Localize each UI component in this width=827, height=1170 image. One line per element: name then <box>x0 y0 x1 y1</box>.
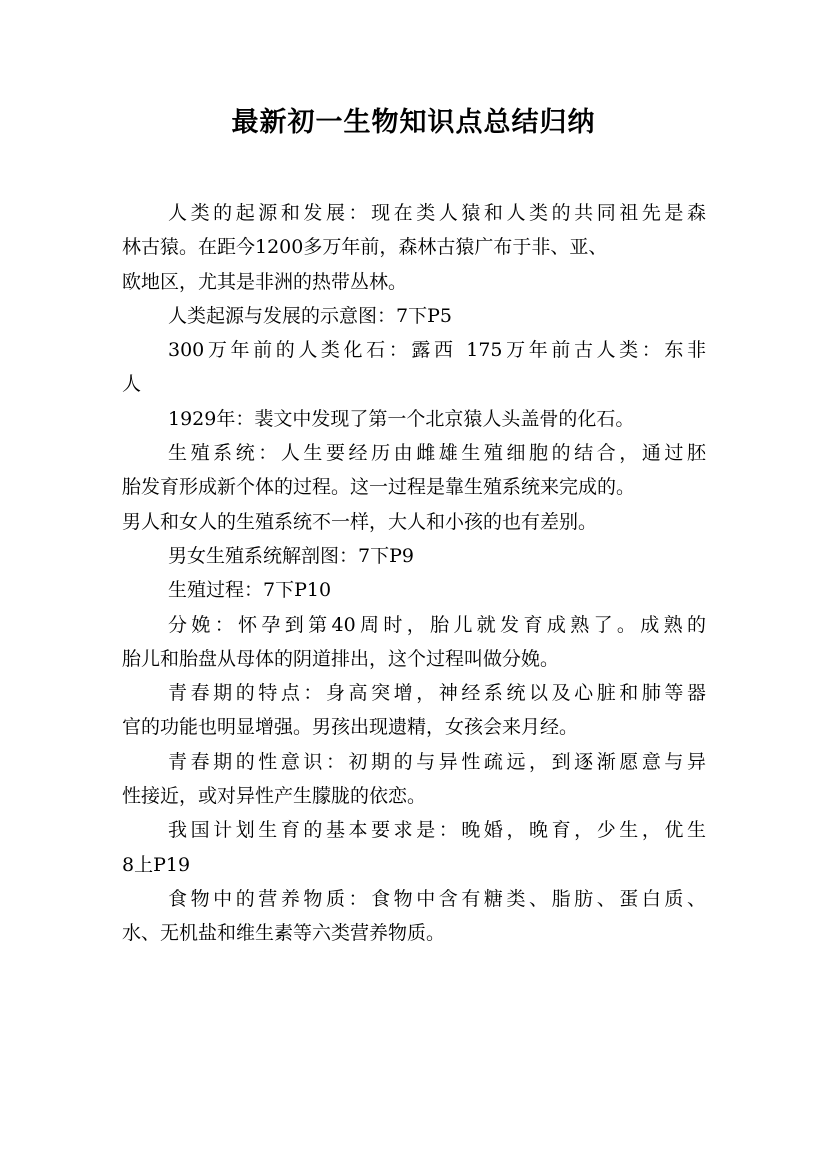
text-line <box>122 539 706 573</box>
text-line-content: 300万年前的人类化石：露西 175万年前古人类：东非 <box>168 339 706 362</box>
text-line <box>122 882 706 916</box>
text-line <box>122 745 706 779</box>
text-line-content: 林古猿。在距今1200多万年前，森林古猿广布于非、亚、 <box>122 236 608 259</box>
text-line-content: 我国计划生育的基本要求是：晚婚，晚育，少生，优生 <box>168 819 706 842</box>
text-line-content: 8上P19 <box>122 853 191 876</box>
text-line <box>122 916 706 950</box>
text-line <box>122 265 706 299</box>
text-line <box>122 779 706 813</box>
text-line-content: 男女生殖系统解剖图：7下P9 <box>168 544 414 567</box>
text-line <box>122 196 706 230</box>
text-line-content: 胎儿和胎盘从母体的阴道排出，这个过程叫做分娩。 <box>122 647 560 670</box>
document-body <box>122 196 706 951</box>
text-line <box>122 333 706 367</box>
text-line <box>122 299 706 333</box>
text-line-content: 欧地区，尤其是非洲的热带丛林。 <box>122 270 408 293</box>
text-line <box>122 676 706 710</box>
text-line-content: 男人和女人的生殖系统不一样，大人和小孩的也有差别。 <box>122 510 598 533</box>
text-line <box>122 710 706 744</box>
text-line <box>122 848 706 882</box>
text-line-content: 青春期的特点：身高突增，神经系统以及心脏和肺等器 <box>168 682 706 705</box>
text-line-content: 性接近，或对异性产生朦胧的依恋。 <box>122 785 427 808</box>
text-line <box>122 813 706 847</box>
text-line <box>122 573 706 607</box>
text-line-content: 人类的起源和发展：现在类人猿和人类的共同祖先是森 <box>168 202 706 224</box>
text-line-content: 水、无机盐和维生素等六类营养物质。 <box>122 922 446 945</box>
text-line-content: 青春期的性意识：初期的与异性疏远，到逐渐愿意与异 <box>168 750 706 773</box>
document-title: 最新初一生物知识点总结归纳 <box>231 107 596 138</box>
text-line-content: 胎发育形成新个体的过程。这一过程是靠生殖系统来完成的。 <box>122 476 636 499</box>
text-line <box>122 642 706 676</box>
text-line <box>122 470 706 504</box>
text-line <box>122 402 706 436</box>
text-line-content: 人类起源与发展的示意图：7下P5 <box>168 304 452 327</box>
text-line <box>122 367 706 401</box>
text-line-content: 生殖过程：7下P10 <box>168 579 332 602</box>
text-line-content: 分娩：怀孕到第40周时，胎儿就发育成熟了。成熟的 <box>168 613 706 636</box>
text-line-content: 生殖系统：人生要经历由雌雄生殖细胞的结合，通过胚 <box>168 442 706 465</box>
text-line <box>122 505 706 539</box>
text-line <box>122 436 706 470</box>
text-line <box>122 608 706 642</box>
text-line <box>122 230 706 264</box>
text-line-content: 官的功能也明显增强。男孩出现遗精，女孩会来月经。 <box>122 716 579 739</box>
text-line-content: 1929年：裴文中发现了第一个北京猿人头盖骨的化石。 <box>168 407 635 430</box>
text-line-content: 食物中的营养物质：食物中含有糖类、脂肪、蛋白质、 <box>168 887 706 910</box>
text-line-content: 人 <box>122 373 142 396</box>
